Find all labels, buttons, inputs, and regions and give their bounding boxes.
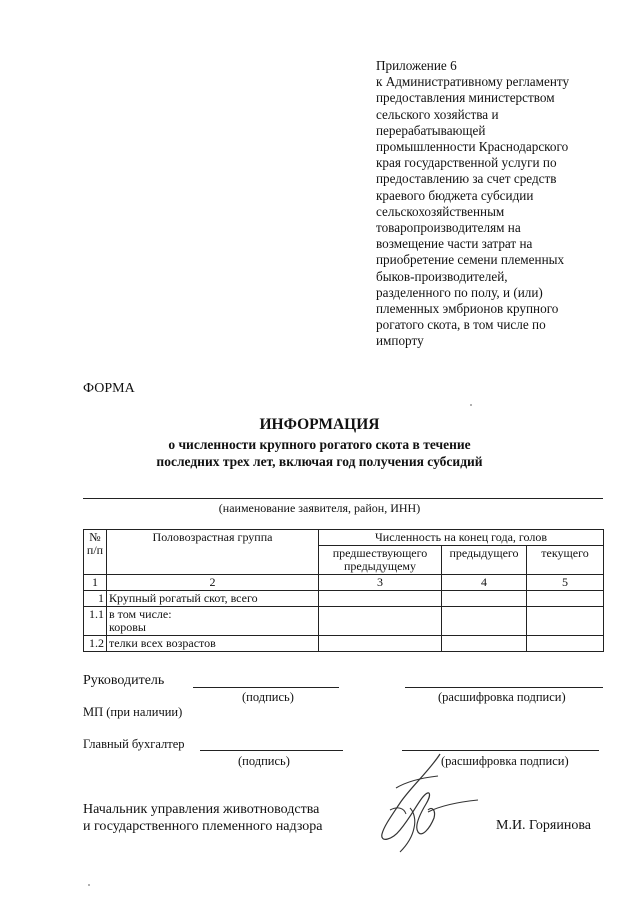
appendix-line: возмещение части затрат на [376,236,533,252]
table-row [84,636,604,652]
appendix-line: рогатого скота, в том числе по [376,317,546,333]
row-group: Крупный рогатый скот, всего [107,591,319,607]
subtitle-line-1: о численности крупного рогатого скота в течение [168,437,471,452]
col-number: 1 [84,575,107,591]
header-prev-year: предыдущего [442,546,527,575]
head-signature-hint: (подпись) [242,690,294,704]
row-group-line: коровы [109,620,146,634]
cell-prev-prev-year[interactable] [319,591,442,607]
row-num: 1.2 [84,636,107,652]
col-number: 2 [107,575,319,591]
cell-current-year[interactable] [527,607,604,636]
row-num: 1.1 [84,607,107,636]
cell-prev-year[interactable] [442,591,527,607]
row-num: 1 [84,591,107,607]
subtitle-line-2: последних трех лет, включая год получения субсидий [156,454,483,469]
appendix-line: краевого бюджета субсидии [376,187,534,203]
header-num: № п/п [84,530,107,575]
table-row [84,607,604,636]
appendix-line: промышленности Краснодарского [376,139,569,155]
cell-current-year[interactable] [527,591,604,607]
header-current-year: текущего [527,546,604,575]
appendix-line: быков-производителей, [376,268,508,284]
appendix-line: сельского хозяйства и [376,106,499,122]
row-group-line: в том числе: [109,607,172,621]
chief-title [83,801,322,835]
chief-title-line: Начальник управления животноводства [83,802,320,817]
appendix-line: предоставлению за счет средств [376,171,557,187]
stamp-label: МП (при наличии) [83,705,183,719]
appendix-line: предоставления министерством [376,90,555,106]
appendix-line: разделенного по полу, и (или) [376,284,543,300]
handwritten-signature [370,748,490,858]
cell-prev-prev-year[interactable] [319,607,442,636]
row-group: телки всех возрастов [107,636,319,652]
cell-prev-year[interactable] [442,636,527,652]
appendix-header [376,58,616,350]
col-number: 3 [319,575,442,591]
cell-prev-year[interactable] [442,607,527,636]
livestock-table [83,529,604,652]
table-row [84,591,604,607]
accountant-signature-hint: (подпись) [238,754,290,768]
appendix-line: импорту [376,333,424,349]
appendix-line: к Административному регламенту [376,74,570,90]
scan-speck [88,884,90,886]
col-number: 5 [527,575,604,591]
appendix-line: товаропроизводителям на [376,220,521,236]
accountant-label: Главный бухгалтер [83,737,185,751]
head-label: Руководитель [83,673,165,688]
row-group [107,607,319,636]
appendix-line: края государственной услуги по [376,155,557,171]
accountant-signature-line[interactable] [200,750,343,751]
document-title: ИНФОРМАЦИЯ [259,416,380,433]
col-number: 4 [442,575,527,591]
header-group: Половозрастная группа [107,530,319,575]
applicant-name-line[interactable] [83,498,603,499]
header-prev-prev-year: предшествующего предыдущему [319,546,442,575]
accountant-decode-hint: (расшифровка подписи) [441,754,569,768]
chief-name: М.И. Горяинова [496,818,591,833]
head-decode-hint: (расшифровка подписи) [438,690,566,704]
applicant-label: (наименование заявителя, район, ИНН) [218,501,421,515]
table-header-row [84,530,604,546]
scan-speck [470,404,472,406]
document-subtitle [0,436,639,470]
header-count: Численность на конец года, голов [319,530,604,546]
column-number-row [84,575,604,591]
appendix-line: племенных эмбрионов крупного [376,301,559,317]
chief-title-line: и государственного племенного надзора [83,819,323,834]
appendix-line: Приложение 6 [376,58,457,73]
cell-prev-prev-year[interactable] [319,636,442,652]
head-decode-line[interactable] [405,687,603,688]
appendix-line: сельскохозяйственным [376,203,505,219]
appendix-line: приобретение семени племенных [376,252,565,268]
form-label: ФОРМА [83,381,135,396]
head-signature-line[interactable] [193,687,339,688]
appendix-line: перерабатывающей [376,122,486,138]
cell-current-year[interactable] [527,636,604,652]
